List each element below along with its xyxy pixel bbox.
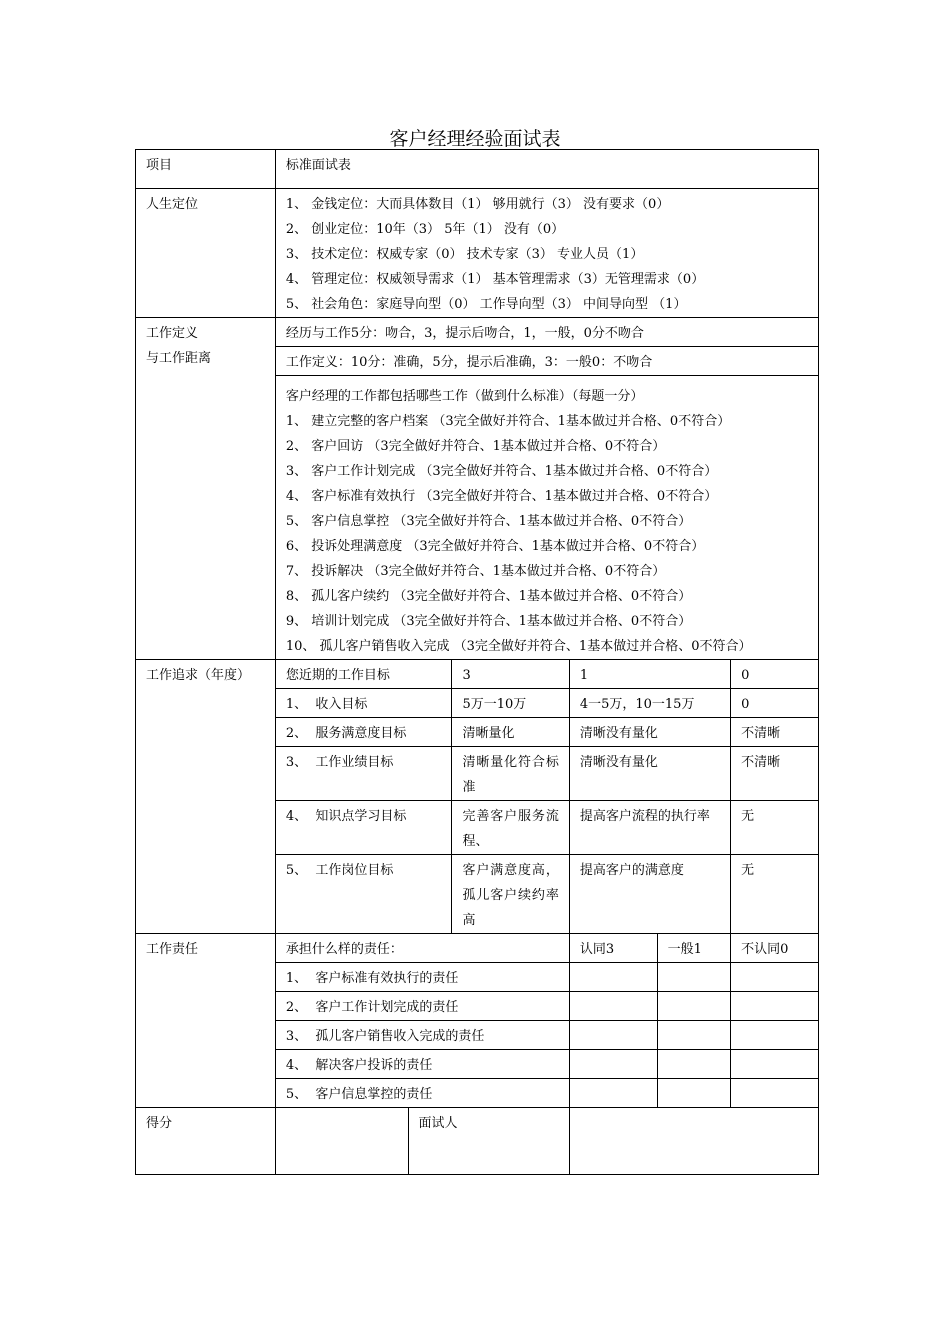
pursuit-row — [136, 660, 819, 689]
duty-item: 3、 孤儿客户销售收入完成的责任 — [275, 1021, 569, 1050]
pursuit-cell: 4、 知识点学习目标 — [275, 801, 452, 855]
duty-check-cell — [569, 1079, 657, 1108]
duty-label: 工作责任 — [136, 934, 276, 1108]
pursuit-cell: 提高客户流程的执行率 — [569, 801, 730, 855]
interview-table — [135, 149, 819, 1175]
pursuit-cell: 无 — [731, 855, 819, 934]
pursuit-cell: 清晰没有量化 — [569, 718, 730, 747]
task-line: 10、 孤儿客户销售收入完成 （3完全做好并符合、1基本做过并合格、0不符合） — [285, 639, 752, 654]
pursuit-cell: 您近期的工作目标 — [275, 660, 452, 689]
life-line: 4、 管理定位：权威领导需求（1） 基本管理需求（3）无管理需求（0） — [285, 272, 705, 287]
task-line: 1、 建立完整的客户档案 （3完全做好并符合、1基本做过并合格、0不符合） — [285, 414, 731, 429]
duty-option-agree: 认同3 — [569, 934, 657, 963]
workdef-label-line: 与工作距离 — [146, 351, 212, 366]
pursuit-cell: 5、 工作岗位目标 — [275, 855, 452, 934]
pursuit-cell: 0 — [731, 689, 819, 718]
pursuit-cell: 3 — [452, 660, 569, 689]
workdef-experience: 经历与工作5分：吻合，3，提示后吻合，1，一般，0分不吻合 — [275, 318, 818, 347]
pursuit-cell: 4一5万，10一15万 — [569, 689, 730, 718]
pursuit-cell: 1、 收入目标 — [275, 689, 452, 718]
duty-check-cell — [657, 963, 731, 992]
life-row — [136, 189, 819, 318]
duty-check-cell — [657, 1021, 731, 1050]
workdef-tasks — [275, 376, 818, 660]
life-line: 3、 技术定位：权威专家（0） 技术专家（3） 专业人员（1） — [285, 247, 644, 262]
pursuit-cell: 不清晰 — [731, 747, 819, 801]
workdef-definition: 工作定义：10分：准确，5分，提示后准确，3：一般0：不吻合 — [275, 347, 818, 376]
pursuit-cell: 不清晰 — [731, 718, 819, 747]
pursuit-cell: 清晰量化符合标准 — [452, 747, 569, 801]
duty-check-cell — [731, 1021, 819, 1050]
life-line: 2、 创业定位：10年（3） 5年（1） 没有（0） — [285, 222, 565, 237]
duty-check-cell — [731, 1050, 819, 1079]
duty-check-cell — [731, 963, 819, 992]
header-row — [136, 150, 819, 189]
task-line: 2、 客户回访 （3完全做好并符合、1基本做过并合格、0不符合） — [285, 439, 666, 454]
pursuit-cell: 1 — [569, 660, 730, 689]
interviewer-label: 面试人 — [408, 1108, 569, 1175]
score-label: 得分 — [136, 1108, 276, 1175]
life-lines — [275, 189, 818, 318]
task-line: 6、 投诉处理满意度 （3完全做好并符合、1基本做过并合格、0不符合） — [285, 539, 705, 554]
score-value-cell — [275, 1108, 408, 1175]
duty-item: 1、 客户标准有效执行的责任 — [275, 963, 569, 992]
pursuit-cell: 提高客户的满意度 — [569, 855, 730, 934]
document-title: 客户经理经验面试表 — [389, 128, 561, 150]
task-line: 9、 培训计划完成 （3完全做好并符合、1基本做过并合格、0不符合） — [285, 614, 692, 629]
life-line: 5、 社会角色：家庭导向型（0） 工作导向型（3） 中间导向型 （1） — [285, 297, 687, 312]
pursuit-cell: 清晰没有量化 — [569, 747, 730, 801]
pursuit-cell: 5万一10万 — [452, 689, 569, 718]
task-line: 8、 孤儿客户续约 （3完全做好并符合、1基本做过并合格、0不符合） — [285, 589, 692, 604]
life-label: 人生定位 — [136, 189, 276, 318]
pursuit-cell: 客户满意度高，孤儿客户续约率高 — [452, 855, 569, 934]
header-standard-label: 标准面试表 — [275, 150, 818, 189]
duty-item: 5、 客户信息掌控的责任 — [275, 1079, 569, 1108]
duty-check-cell — [731, 1079, 819, 1108]
duty-check-cell — [569, 1021, 657, 1050]
task-line: 7、 投诉解决 （3完全做好并符合、1基本做过并合格、0不符合） — [285, 564, 666, 579]
duty-check-cell — [569, 1050, 657, 1079]
pursuit-label: 工作追求（年度） — [136, 660, 276, 934]
duty-check-cell — [657, 1079, 731, 1108]
pursuit-cell: 0 — [731, 660, 819, 689]
duty-item: 2、 客户工作计划完成的责任 — [275, 992, 569, 1021]
duty-check-cell — [569, 963, 657, 992]
pursuit-cell: 3、 工作业绩目标 — [275, 747, 452, 801]
duty-row — [136, 934, 819, 963]
duty-check-cell — [731, 992, 819, 1021]
duty-question: 承担什么样的责任： — [275, 934, 569, 963]
score-row — [136, 1108, 819, 1175]
duty-check-cell — [657, 1050, 731, 1079]
task-line: 客户经理的工作都包括哪些工作（做到什么标准）（每题一分） — [285, 389, 644, 404]
life-line: 1、 金钱定位：大而具体数目（1） 够用就行（3） 没有要求（0） — [285, 197, 670, 212]
workdef-label-line: 工作定义 — [146, 326, 199, 341]
pursuit-cell: 完善客户服务流程、 — [452, 801, 569, 855]
duty-option-disagree: 不认同0 — [731, 934, 819, 963]
duty-check-cell — [657, 992, 731, 1021]
duty-item: 4、 解决客户投诉的责任 — [275, 1050, 569, 1079]
pursuit-cell: 2、 服务满意度目标 — [275, 718, 452, 747]
interviewer-signature-cell — [569, 1108, 818, 1175]
pursuit-cell: 无 — [731, 801, 819, 855]
workdef-label — [136, 318, 276, 660]
duty-option-neutral: 一般1 — [657, 934, 731, 963]
task-line: 3、 客户工作计划完成 （3完全做好并符合、1基本做过并合格、0不符合） — [285, 464, 718, 479]
task-line: 5、 客户信息掌控 （3完全做好并符合、1基本做过并合格、0不符合） — [285, 514, 692, 529]
pursuit-cell: 清晰量化 — [452, 718, 569, 747]
workdef-row-1 — [136, 318, 819, 347]
duty-check-cell — [569, 992, 657, 1021]
header-item-label: 项目 — [136, 150, 276, 189]
task-line: 4、 客户标准有效执行 （3完全做好并符合、1基本做过并合格、0不符合） — [285, 489, 718, 504]
